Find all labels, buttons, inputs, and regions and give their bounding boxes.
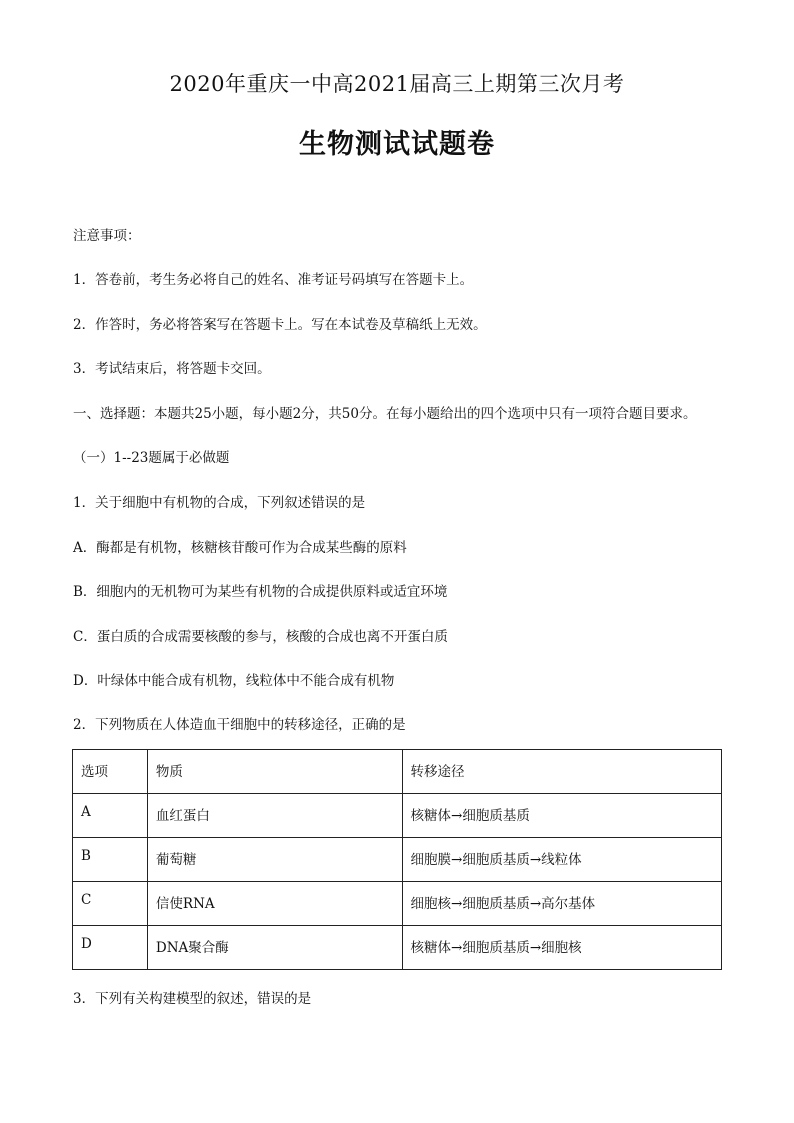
table-cell: A <box>73 794 148 838</box>
table-header-cell: 物质 <box>147 750 402 794</box>
note-item-1: 1．答卷前，考生务必将自己的姓名、准考证号码填写在答题卡上。 <box>73 272 474 288</box>
note-item-2: 2．作答时，务必将答案写在答题卡上。写在本试卷及草稿纸上无效。 <box>73 317 487 333</box>
question-1-option-c: C．蛋白质的合成需要核酸的参与，核酸的合成也离不开蛋白质 <box>73 629 448 645</box>
section-subheading: （一）1--23题属于必做题 <box>73 450 230 466</box>
table-cell: 细胞膜→细胞质基质→线粒体 <box>402 838 721 882</box>
exam-subtitle: 生物测试试题卷 <box>299 129 495 160</box>
section-heading: 一、选择题：本题共25小题，每小题2分，共50分。在每小题给出的四个选项中只有一项符合题目要求。 <box>73 406 697 422</box>
exam-title: 2020年重庆一中高2021届高三上期第三次月考 <box>169 72 625 96</box>
question-1-option-b: B．细胞内的无机物可为某些有机物的合成提供原料或适宜环境 <box>73 584 448 600</box>
question-1-option-d: D．叶绿体中能合成有机物，线粒体中不能合成有机物 <box>73 673 395 689</box>
table-header-cell: 选项 <box>73 750 148 794</box>
table-cell: D <box>73 926 148 970</box>
question-1-stem: 1．关于细胞中有机物的合成，下列叙述错误的是 <box>73 495 366 511</box>
note-item-3: 3．考试结束后，将答题卡交回。 <box>73 361 271 377</box>
table-cell: 信使RNA <box>147 882 402 926</box>
table-cell: 核糖体→细胞质基质→细胞核 <box>402 926 721 970</box>
table-row <box>73 882 722 926</box>
table-header-cell: 转移途径 <box>402 750 721 794</box>
question-2-stem: 2．下列物质在人体造血干细胞中的转移途径，正确的是 <box>73 717 406 733</box>
table-cell: C <box>73 882 148 926</box>
table-cell: 血红蛋白 <box>147 794 402 838</box>
table-cell: 葡萄糖 <box>147 838 402 882</box>
table-row <box>73 794 722 838</box>
table-cell: DNA聚合酶 <box>147 926 402 970</box>
notes-heading: 注意事项： <box>73 228 141 244</box>
table-cell: 核糖体→细胞质基质 <box>402 794 721 838</box>
table-row <box>73 926 722 970</box>
table-header-row <box>73 750 722 794</box>
table-row <box>73 838 722 882</box>
question-3-stem: 3．下列有关构建模型的叙述，错误的是 <box>73 991 312 1007</box>
table-cell: 细胞核→细胞质基质→高尔基体 <box>402 882 721 926</box>
question-2-table <box>72 749 722 970</box>
question-1-option-a: A．酶都是有机物，核糖核苷酸可作为合成某些酶的原料 <box>73 540 407 556</box>
table-cell: B <box>73 838 148 882</box>
